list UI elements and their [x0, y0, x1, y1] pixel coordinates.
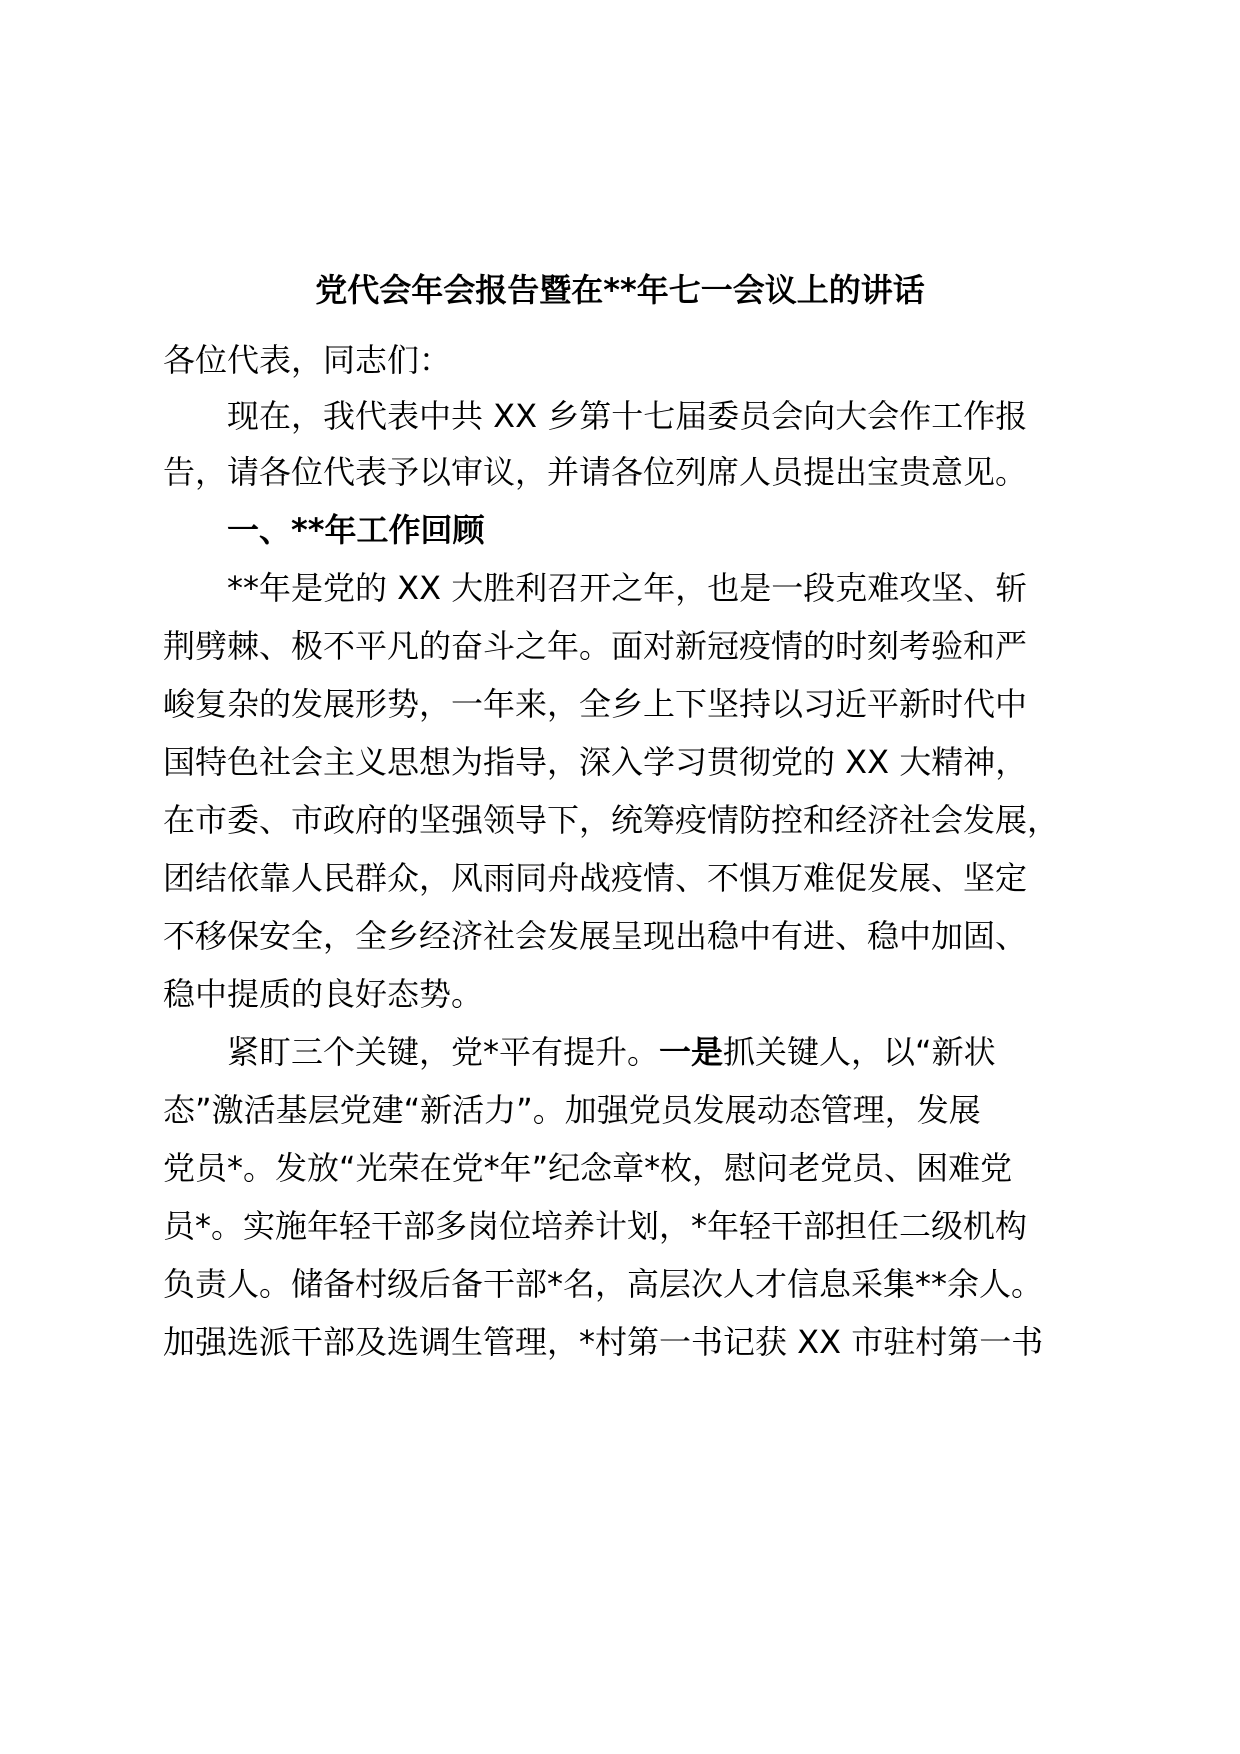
- paragraph-1-line-1: 现在，我代表中共 XX 乡第十七届委员会向大会作工作报: [163, 397, 1028, 435]
- paragraph-2-line-5: 在市委、市政府的坚强领导下，统筹疫情防控和经济社会发展，: [163, 801, 1060, 839]
- salutation: 各位代表，同志们：: [163, 341, 452, 379]
- section-heading-1: 一、**年工作回顾: [163, 511, 485, 549]
- document-title: 党代会年会报告暨在**年七一会议上的讲话: [315, 271, 925, 309]
- paragraph-2-line-6: 团结依靠人民群众，风雨同舟战疫情、不惧万难促发展、坚定: [163, 859, 1028, 897]
- paragraph-3-line-3: 党员*。发放“光荣在党*年”纪念章*枚，慰问老党员、困难党: [163, 1149, 1013, 1187]
- paragraph-3-lead: 紧盯三个关键，党*平有提升。: [163, 1033, 660, 1071]
- paragraph-3-line-2: 态”激活基层党建“新活力”。加强党员发展动态管理，发展: [163, 1091, 981, 1129]
- paragraph-1-line-2: 告，请各位代表予以审议，并请各位列席人员提出宝贵意见。: [163, 453, 1028, 491]
- paragraph-3-lead-rest: 抓关键人，以“新状: [723, 1033, 996, 1071]
- paragraph-2-line-4: 国特色社会主义思想为指导，深入学习贯彻党的 XX 大精神，: [163, 743, 1028, 781]
- paragraph-2-line-2: 荆劈棘、极不平凡的奋斗之年。面对新冠疫情的时刻考验和严: [163, 627, 1028, 665]
- paragraph-2-line-1: **年是党的 XX 大胜利召开之年，也是一段克难攻坚、斩: [163, 569, 1028, 607]
- paragraph-3-line-1: [163, 1032, 1123, 1072]
- paragraph-3-line-6: 加强选派干部及选调生管理，*村第一书记获 XX 市驻村第一书: [163, 1323, 1044, 1361]
- paragraph-3-line-5: 负责人。储备村级后备干部*名，高层次人才信息采集**余人。: [163, 1265, 1044, 1303]
- paragraph-2-line-8: 稳中提质的良好态势。: [163, 975, 484, 1013]
- paragraph-3-line-4: 员*。实施年轻干部多岗位培养计划，*年轻干部担任二级机构: [163, 1207, 1028, 1245]
- paragraph-3-emphasis: 一是: [659, 1033, 724, 1071]
- paragraph-2-line-3: 峻复杂的发展形势，一年来，全乡上下坚持以习近平新时代中: [163, 685, 1028, 723]
- paragraph-2-line-7: 不移保安全，全乡经济社会发展呈现出稳中有进、稳中加固、: [163, 917, 1028, 955]
